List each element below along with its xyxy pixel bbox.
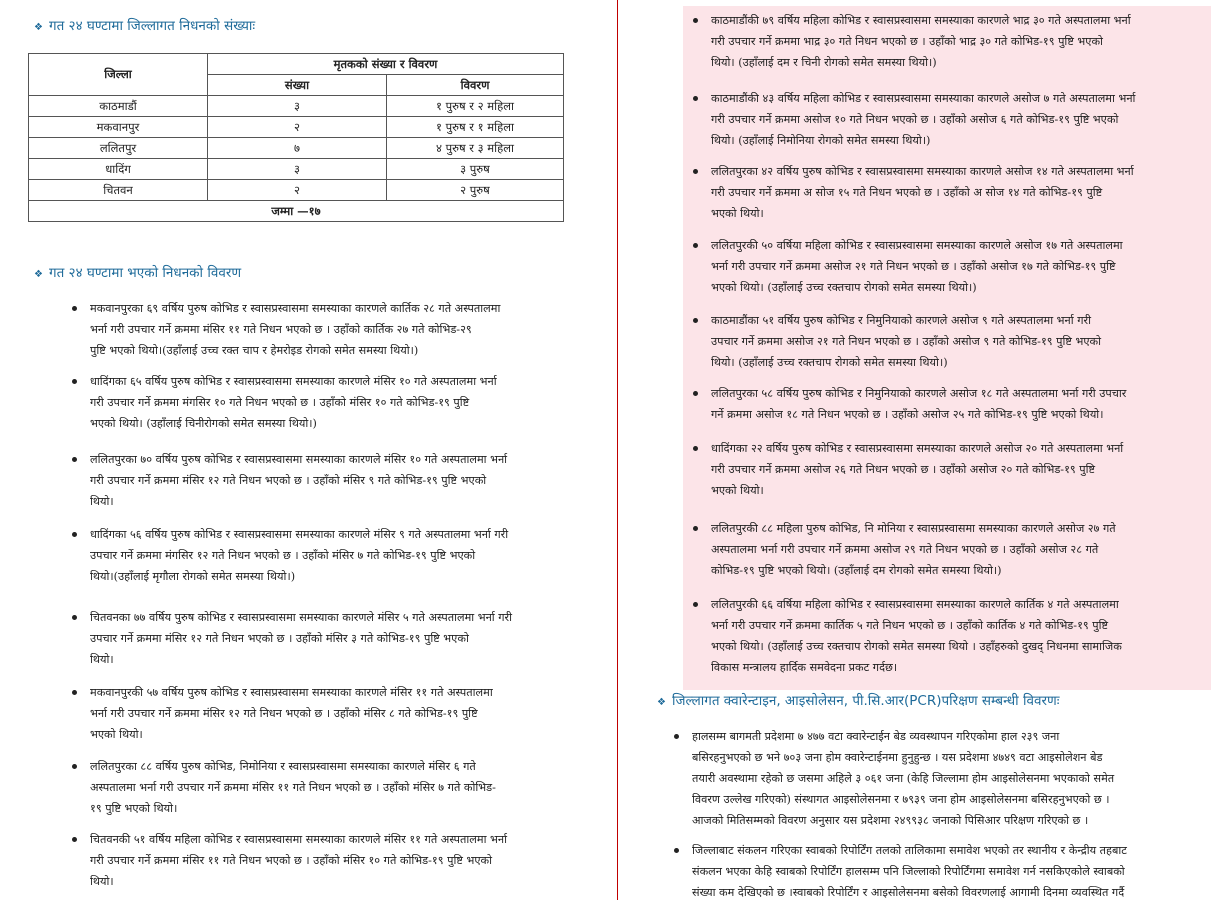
list-item-line: ललितपुरकी ५० वर्षिया महिला कोभिड र स्वासप्रस्वासमा समस्याका कारणले असोज १७ गते अस्पतालमा [711, 239, 1123, 252]
list-item-line: भएको थियो। (उहाँलाई चिनीरोगको समेत समस्या थियो।) [90, 417, 317, 430]
heading-death-details: ❖ गत २४ घण्टामा भएको निधनको विवरण [34, 265, 242, 281]
cell-detail: ३ पुरुष [387, 159, 564, 180]
cell-detail: १ पुरुष र २ महिला [387, 96, 564, 117]
list-item-line: ललितपुरका ८८ वर्षिय पुरुष कोभिड, निमोनिया र स्वासप्रस्वासमा समस्याका कारणले मंसिर ६ गते [90, 760, 476, 773]
bullet-icon [693, 526, 698, 531]
list-item-line: ललितपुरकी ८८ महिला पुरुष कोभिड, नि मोनिया र स्वासप्रस्वासमा समस्याका कारणले असोज २७ गते [711, 522, 1116, 535]
list-item [711, 310, 1101, 373]
list-item [711, 10, 1131, 73]
cell-total: जम्मा —१७ [29, 201, 564, 222]
list-item-line: चितवनका ७७ वर्षिय पुरुष कोभिड र स्वासप्रस्वासमा समस्याका कारणले मंसिर ५ गते अस्पतालमा भर्ना गरी [90, 611, 513, 624]
list-item [90, 371, 497, 434]
list-item-line: कोभिड-१९ पुष्टि भएको थियो। (उहाँलाई दम रोगको समेत समस्या थियो।) [711, 564, 1002, 577]
bullet-icon [72, 379, 77, 384]
list-item-line: भर्ना गरी उपचार गर्ने क्रममा कार्तिक ५ गते निधन भएको छ । उहाँको कार्तिक ४ गते कोभिड-१९ पुष्टि [711, 619, 1109, 632]
list-item [711, 594, 1122, 678]
cell-count: ७ [208, 138, 387, 159]
list-item [711, 88, 1135, 151]
bullet-icon [693, 18, 698, 23]
list-item-line: थियो। [90, 495, 114, 508]
bullet-icon [693, 169, 698, 174]
list-item-line: धादिंगका ६५ वर्षिय पुरुष कोभिड र स्वासप्रस्वासमा समस्याका कारणले मंसिर १० गते अस्पतालमा भर्ना [90, 375, 497, 388]
list-item-line: भर्ना गरी उपचार गर्ने क्रममा असोज २१ गते निधन भएको छ । उहाँको असोज १७ गते कोभिड-१९ पुष्टि [711, 260, 1116, 273]
cell-count: २ [208, 180, 387, 201]
bullet-icon [72, 690, 77, 695]
list-item-line: भएको थियो। (उहाँलाई उच्च रक्तचाप रोगको समेत समस्या थियो।) [711, 281, 977, 294]
diamond-bullet-icon: ❖ [657, 697, 666, 708]
list-item [711, 383, 1126, 425]
list-item-line: काठमाडौंका ५१ वर्षिय पुरुष कोभिड र निमुनियाको कारणले असोज ९ गते अस्पतालमा भर्ना गरी [711, 314, 1091, 327]
col-group: मृतकको संख्या र विवरण [208, 54, 564, 75]
bullet-icon [72, 306, 77, 311]
cell-count: ३ [208, 159, 387, 180]
list-item [711, 235, 1123, 298]
list-item-line: थियो। (उहाँलाई दम र चिनी रोगको समेत समस्या थियो।) [711, 56, 937, 69]
list-item-line: धादिंगका २२ वर्षिय पुरुष कोभिड र स्वासप्रस्वासमा समस्याका कारणले असोज २० गते अस्पतालमा भर्ना [711, 442, 1124, 455]
list-item-line: ललितपुरका ५८ वर्षिय पुरुष कोभिड र निमुनियाको कारणले असोज १८ गते अस्पतालमा भर्ना गरी उपचार [711, 387, 1127, 400]
cell-district: काठमाडौं [29, 96, 208, 117]
list-item-line: उपचार गर्ने क्रममा मंसिर १२ गते निधन भएको छ । उहाँको मंसिर ३ गते कोभिड-१९ पुष्टि भएको [90, 632, 469, 645]
list-item [711, 518, 1116, 581]
list-item-line: उपचार गर्ने क्रममा असोज २१ गते निधन भएको छ । उहाँको असोज ९ गते कोभिड-१९ पुष्टि भएको [711, 335, 1102, 348]
list-item-line: गरी उपचार गर्ने क्रममा मंसिर १२ गते निधन भएको छ । उहाँको मंसिर ९ गते कोभिड-१९ पुष्टि भएको [90, 474, 487, 487]
list-item [90, 607, 512, 670]
list-item-line: अस्पतालमा भर्ना गरी उपचार गर्ने क्रममा मंसिर ११ गते निधन भएको छ । उहाँको मंसिर ७ गते कोभिड- [90, 781, 496, 794]
bullet-icon [693, 391, 698, 396]
deaths-table [28, 53, 564, 222]
list-item [90, 449, 507, 512]
diamond-bullet-icon: ❖ [34, 269, 43, 280]
bullet-icon [72, 837, 77, 842]
col-count: संख्या [208, 75, 387, 96]
table-row [29, 117, 564, 138]
cell-district: चितवन [29, 180, 208, 201]
bullet-icon [693, 96, 698, 101]
list-item-line: धादिंगका ५६ वर्षिय पुरुष कोभिड र स्वासप्रस्वासमा समस्याका कारणले मंसिर ९ गते अस्पतालमा भर्ना गरी [90, 528, 509, 541]
list-item-line: थियो। (उहाँलाई उच्च रक्तचाप रोगको समेत समस्या थियो।) [711, 356, 948, 369]
list-item-line: ललितपुरका ४२ वर्षिय पुरुष कोभिड र स्वासप्रस्वासमा समस्याका कारणले असोज १४ गते अस्पतालमा भर्ना [711, 165, 1134, 178]
list-item-line: गरी उपचार गर्ने क्रममा असोज २६ गते निधन भएको छ । उहाँको असोज २० गते कोभिड-१९ पुष्टि [711, 463, 1096, 476]
list-item-line: जिल्लाबाट संकलन गरिएका स्वाबको रिपोर्टिंग तलको तालिकामा समावेश भएको तर स्थानीय र केन्द्रीय तहबाट [692, 844, 1127, 857]
page-divider [617, 0, 618, 900]
list-item-line: बसिरहनुभएको छ भने ७०३ जना होम क्वारेन्टाईनमा हुनुहुन्छ । यस प्रदेशमा ४७४९ वटा आइसोलेशन बेड [692, 751, 1103, 764]
table-total-row [29, 201, 564, 222]
list-item [711, 161, 1134, 224]
list-item-line: आजको मितिसम्मको विवरण अनुसार यस प्रदेशमा २४९९३८ जनाको पिसिआर परिक्षण गरिएको छ । [692, 814, 1089, 827]
bullet-icon [72, 532, 77, 537]
cell-district: मकवानपुर [29, 117, 208, 138]
bullet-icon [72, 615, 77, 620]
list-item-line: संख्या कम देखिएको छ ।स्वाबको रिपोर्टिंग र आइसोलेसनमा बसेको विवरणलाई आगामी दिनमा व्यवस्थित गर्दै [692, 886, 1125, 899]
list-item-line: गर्ने क्रममा असोज १८ गते निधन भएको छ । उहाँको असोज २५ गते कोभिड-१९ पुष्टि भएको थियो। [711, 408, 1104, 421]
bullet-icon [72, 764, 77, 769]
bullet-icon [693, 446, 698, 451]
list-item-line: थियो। [90, 653, 114, 666]
list-item-line: भएको थियो। (उहाँलाई उच्च रक्तचाप रोगको समेत समस्या थियो । उहाँहरुको दुखद् निधनमा सामाजिक [711, 640, 1122, 653]
diamond-bullet-icon: ❖ [34, 22, 43, 33]
bullet-icon [693, 602, 698, 607]
list-item-line: भएको थियो। [711, 484, 764, 497]
list-item-line: थियो। (उहाँलाई निमोनिया रोगको समेत समस्या थियो।) [711, 134, 931, 147]
list-item-line: भर्ना गरी उपचार गर्ने क्रममा मंसिर १२ गते निधन भएको छ । उहाँको मंसिर ८ गते कोभिड-१९ पुष्टि [90, 707, 478, 720]
list-item-line: विकास मन्त्रालय हार्दिक समवेदना प्रकट गर्दछ। [711, 661, 898, 674]
list-item-line: गरी उपचार गर्ने क्रममा मंगसिर १० गते निधन भएको छ । उहाँको मंसिर १० गते कोभिड-१९ पुष्टि [90, 396, 470, 409]
table-row [29, 180, 564, 201]
list-item-line: भर्ना गरी उपचार गर्ने क्रममा मंसिर ११ गते निधन भएको छ । उहाँको कार्तिक २७ गते कोभिड-२९ [90, 323, 472, 336]
list-item-line: थियो। [90, 875, 114, 888]
list-item [711, 438, 1123, 501]
cell-count: २ [208, 117, 387, 138]
list-item-line: संकलन भएका केहि स्वाबको रिपोर्टिंग हालसम्म पनि जिल्लाको रिपोर्टिंगमा समावेश गर्न नसकिएकोले स्वाबको [692, 865, 1125, 878]
list-item [90, 682, 493, 745]
heading-district-deaths: ❖ गत २४ घण्टामा जिल्लागत निधनको संख्याः [34, 18, 256, 34]
list-item [90, 756, 496, 819]
list-item-line: पुष्टि भएको थियो।(उहाँलाई उच्च रक्त चाप र हेमरोइड रोगको समेत समस्या थियो।) [90, 344, 419, 357]
list-item-line: हालसम्म बागमती प्रदेशमा ७ ४७७ वटा क्वारेन्टाईन बेड व्यवस्थापन गरिएकोमा हाल २३९ जना [692, 730, 1060, 743]
list-item-line: ललितपुरकी ६६ वर्षिया महिला कोभिड र स्वासप्रस्वासमा समस्याका कारणले कार्तिक ४ गते अस्पतालमा [711, 598, 1119, 611]
list-item-line: मकवानपुरकी ५७ वर्षिय पुरुष कोभिड र स्वासप्रस्वासमा समस्याका कारणले मंसिर ११ गते अस्पतालमा [90, 686, 493, 699]
cell-detail: २ पुरुष [387, 180, 564, 201]
list-item-line: मकवानपुरका ६९ वर्षिय पुरुष कोभिड र स्वासप्रस्वासमा समस्याका कारणले कार्तिक २८ गते अस्पतालमा [90, 302, 501, 315]
heading-quarantine: ❖ जिल्लागत क्वारेन्टाइन, आइसोलेसन, पी.सि.आर(PCR)परिक्षण सम्बन्धी विवरणः [657, 693, 1060, 709]
col-district: जिल्ला [29, 54, 208, 96]
table-row [29, 159, 564, 180]
list-item-line: उपचार गर्ने क्रममा मंगसिर १२ गते निधन भएको छ । उहाँको मंसिर ७ गते कोभिड-१९ पुष्टि भएको [90, 549, 476, 562]
cell-count: ३ [208, 96, 387, 117]
list-item-line: गरी उपचार गर्ने क्रममा असोज १० गते निधन भएको छ । उहाँको असोज ६ गते कोभिड-१९ पुष्टि भएको [711, 113, 1119, 126]
list-item-line: गरी उपचार गर्ने क्रममा भाद्र ३० गते निधन भएको छ । उहाँको भाद्र ३० गते कोभिड-१९ पुष्टि भएको [711, 35, 1103, 48]
list-item-line: भएको थियो। [711, 207, 764, 220]
list-item-line: १९ पुष्टि भएको थियो। [90, 802, 178, 815]
list-item-line: गरी उपचार गर्ने क्रममा मंसिर ११ गते निधन भएको छ । उहाँको मंसिर १० गते कोभिड-१९ पुष्टि भएको [90, 854, 492, 867]
cell-detail: १ पुरुष र १ महिला [387, 117, 564, 138]
table-row [29, 138, 564, 159]
list-item [90, 524, 508, 587]
list-item [90, 298, 500, 361]
list-item-line: चितवनकी ५१ वर्षिय महिला कोभिड र स्वासप्रस्वासमा समस्याका कारणले मंसिर ११ गते अस्पतालमा भर्ना [90, 833, 508, 846]
list-item [90, 829, 507, 892]
cell-detail: ४ पुरुष र ३ महिला [387, 138, 564, 159]
list-item-line: तयारी अवस्थामा रहेको छ जसमा अहिले ३ ०६१ जना (केहि जिल्लामा होम आइसोलेसनमा भएकाको समेत [692, 772, 1115, 785]
bullet-icon [72, 457, 77, 462]
list-item [692, 726, 1114, 831]
bullet-icon [693, 318, 698, 323]
list-item-line: काठमाडौंकी ७९ वर्षिय महिला कोभिड र स्वासप्रस्वासमा समस्याका कारणले भाद्र ३० गते अस्पतालमा भर्ना [711, 14, 1131, 27]
list-item-line: थियो।(उहाँलाई मृगौला रोगको समेत समस्या थियो।) [90, 570, 296, 583]
table-row [29, 96, 564, 117]
cell-district: ललितपुर [29, 138, 208, 159]
list-item [692, 840, 1127, 903]
list-item-line: काठमाडौंकी ४३ वर्षिय महिला कोभिड र स्वासप्रस्वासमा समस्याका कारणले असोज ७ गते अस्पतालमा भर्ना [711, 92, 1136, 105]
bullet-icon [674, 848, 679, 853]
list-item-line: अस्पतालमा भर्ना गरी उपचार गर्ने क्रममा असोज २९ गते निधन भएको छ । उहाँको असोज २८ गते [711, 543, 1099, 556]
bullet-icon [674, 734, 679, 739]
list-item-line: भएको थियो। [90, 728, 143, 741]
bullet-icon [693, 243, 698, 248]
cell-district: धादिंग [29, 159, 208, 180]
list-item-line: ललितपुरका ७० वर्षिय पुरुष कोभिड र स्वासप्रस्वासमा समस्याका कारणले मंसिर १० गते अस्पतालमा भर्ना [90, 453, 508, 466]
list-item-line: गरी उपचार गर्ने क्रममा अ सोज १५ गते निधन भएको छ । उहाँको अ सोज १४ गते कोभिड-१९ पुष्टि [711, 186, 1103, 199]
list-item-line: विवरण उल्लेख गरिएको) संस्थागत आइसोलेसनमा र ७९३९ जना होम आइसोलेसनमा बसिरहनुभएको छ । [692, 793, 1110, 806]
col-detail: विवरण [387, 75, 564, 96]
